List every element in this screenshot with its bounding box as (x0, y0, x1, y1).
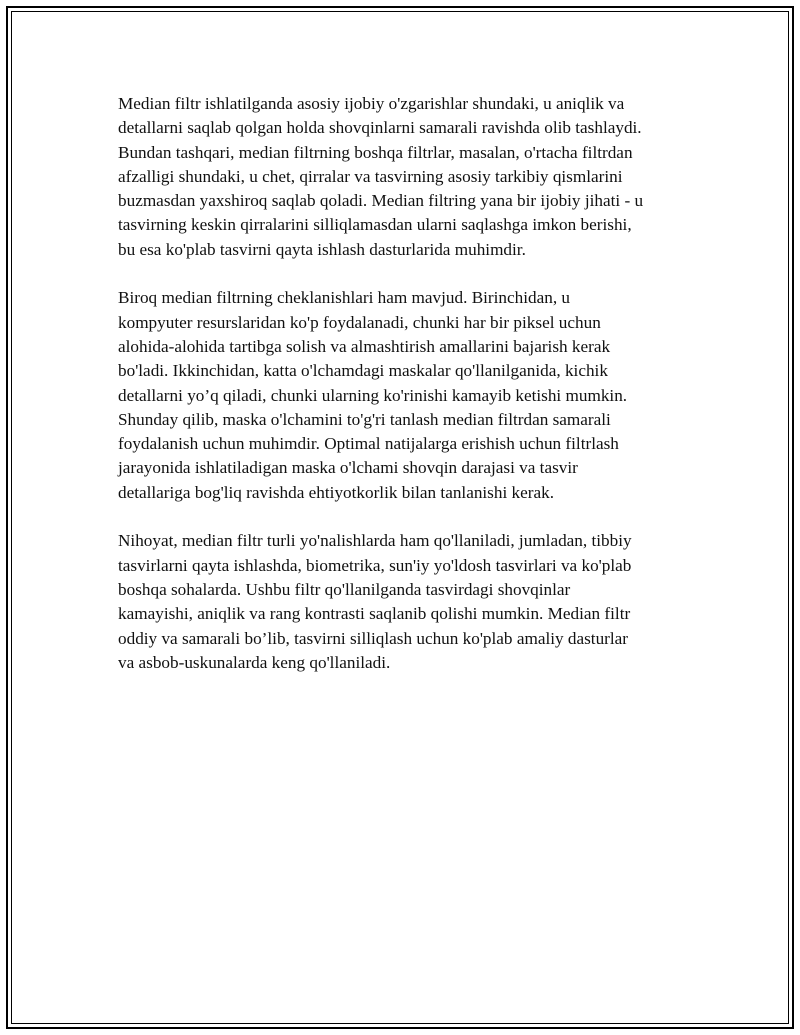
paragraph-line: Bundan tashqari, median filtrning boshqa filtrlar, masalan, o'rtacha filtrdan (118, 142, 633, 162)
paragraph-line: jarayonida ishlatiladigan maska o'lchami shovqin darajasi va tasvir (118, 458, 578, 478)
paragraph-line: kamayishi, aniqlik va rang kontrasti saqlanib qolishi mumkin. Median filtr (118, 604, 631, 624)
paragraph-line: foydalanish uchun muhimdir. Optimal natijalarga erishish uchun filtrlash (118, 434, 619, 454)
paragraph-line: alohida-alohida tartibga solish va almashtirish amallarini bajarish kerak (118, 336, 611, 356)
paragraph-line: detallarni saqlab qolgan holda shovqinlarni samarali ravishda olib tashlaydi. (118, 118, 642, 138)
paragraph-line: boshqa sohalarda. Ushbu filtr qo'llanilganda tasvirdagi shovqinlar (118, 579, 571, 599)
paragraph-line: bo'ladi. Ikkinchidan, katta o'lchamdagi maskalar qo'llanilganida, kichik (118, 361, 608, 381)
paragraph-line: afzalligi shundaki, u chet, qirralar va tasvirning asosiy tarkibiy qismlarini (118, 166, 623, 186)
paragraph-2 (118, 286, 698, 505)
paragraph-line: oddiy va samarali bo’lib, tasvirni silliqlash uchun ko'plab amaliy dasturlar (118, 628, 629, 648)
paragraph-line: Biroq median filtrning cheklanishlari ham mavjud. Birinchidan, u (118, 288, 571, 308)
paragraph-line: detallarni yo’q qiladi, chunki ularning ko'rinishi kamayib ketishi mumkin. (118, 385, 628, 405)
paragraph-line: kompyuter resurslaridan ko'p foydalanadi, chunki har bir piksel uchun (118, 312, 601, 332)
paragraph-line: Shunday qilib, maska o'lchamini to'g'ri tanlash median filtrdan samarali (118, 409, 611, 429)
paragraph-line: Median filtr ishlatilganda asosiy ijobiy o'zgarishlar shundaki, u aniqlik va (118, 94, 625, 113)
paragraph-line: va asbob-uskunalarda keng qo'llaniladi. (118, 652, 391, 672)
paragraph-line: bu esa ko'plab tasvirni qayta ishlash dasturlarida muhimdir. (118, 239, 526, 259)
paragraph-1 (118, 92, 698, 262)
paragraph-line: tasvirning keskin qirralarini silliqlamasdan ularni saqlashga imkon berishi, (118, 215, 632, 235)
paragraph-line: Nihoyat, median filtr turli yo'nalishlarda ham qo'llaniladi, jumladan, tibbiy (118, 531, 632, 551)
paragraph-line: buzmasdan yaxshiroq saqlab qoladi. Median filtring yana bir ijobiy jihati - u (118, 191, 644, 211)
document-body (118, 92, 698, 699)
paragraph-3 (118, 529, 698, 675)
paragraph-line: tasvirlarni qayta ishlashda, biometrika, sun'iy yo'ldosh tasvirlari va ko'plab (118, 555, 632, 575)
paragraph-line: detallariga bog'liq ravishda ehtiyotkorlik bilan tanlanishi kerak. (118, 482, 555, 502)
